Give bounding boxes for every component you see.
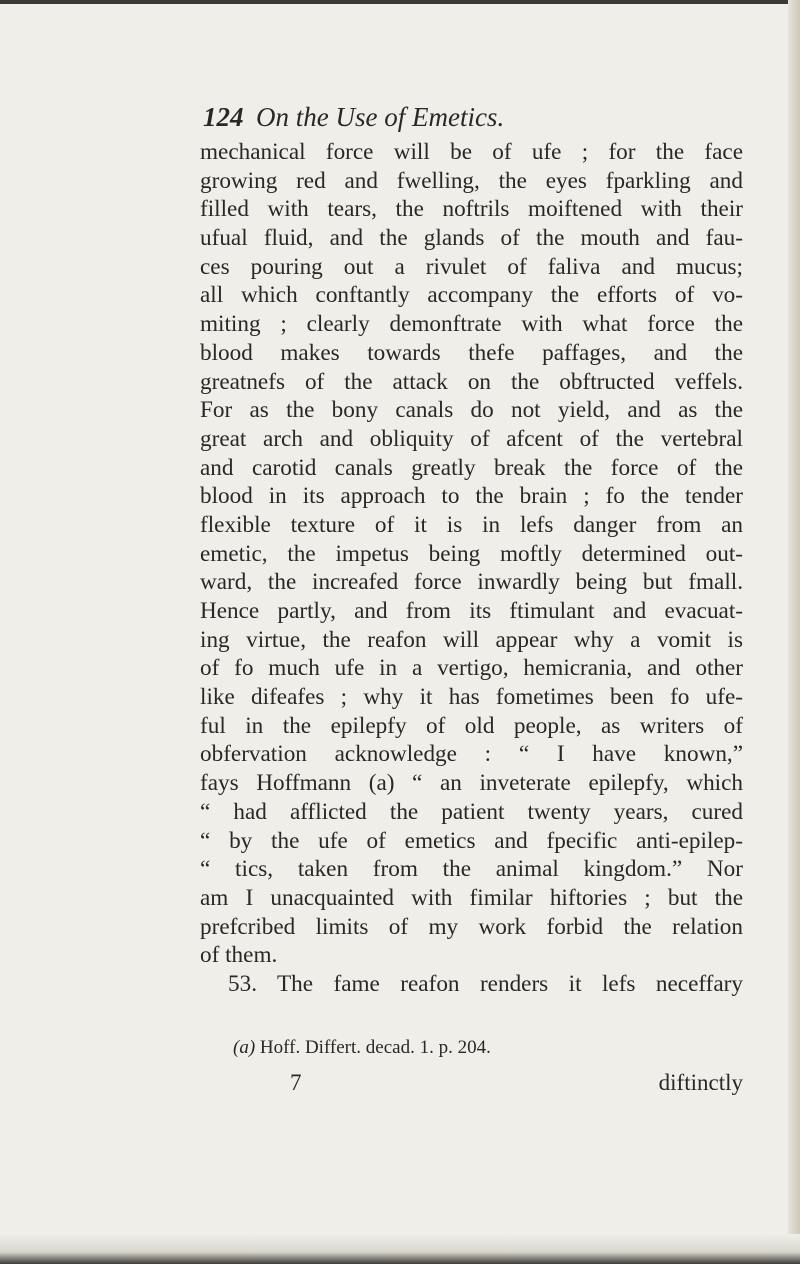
- page-bottom-edge: [0, 1234, 800, 1264]
- text-line: ufual fluid, and the glands of the mouth and fau-: [200, 225, 743, 252]
- text-line: fays Hoffmann (a) “ an inveterate epilepfy, which: [200, 770, 743, 797]
- text-line: am I unacquainted with fimilar hiftories ; but the: [200, 884, 743, 911]
- text-line: and carotid canals greatly break the force of the: [200, 454, 743, 481]
- text-line: ward, the increafed force inwardly being but fmall.: [200, 569, 743, 596]
- text-line: all which conftantly accompany the efforts of vo-: [200, 282, 743, 309]
- text-line: filled with tears, the noftrils moiftened with their: [200, 196, 743, 223]
- text-line: ing virtue, the reafon will appear why a vomit is: [200, 626, 743, 653]
- text-line: flexible texture of it is in lefs danger from an: [200, 511, 743, 538]
- text-line: ces pouring out a rivulet of faliva and mucus;: [200, 253, 743, 280]
- text-line: ful in the epilepfy of old people, as writers of: [200, 712, 743, 739]
- text-line: of fo much ufe in a vertigo, hemicrania, and other: [200, 655, 743, 682]
- text-line: miting ; clearly demonftrate with what force the: [200, 311, 743, 338]
- running-head: On the Use of Emetics.: [256, 102, 505, 132]
- text-line: “ by the ufe of emetics and fpecific anti-epilep-: [200, 827, 743, 854]
- text-line: of them.: [200, 942, 278, 969]
- page-header: [203, 102, 743, 138]
- text-line: “ tics, taken from the animal kingdom.” Nor: [200, 856, 743, 883]
- footnote: [233, 1037, 743, 1059]
- text-line: blood in its approach to the brain ; fo the tender: [200, 483, 743, 510]
- text-line: “ had afflicted the patient twenty years, cured: [200, 798, 743, 825]
- text-line: emetic, the impetus being moftly determined out-: [200, 540, 743, 567]
- text-line: 53. The fame reafon renders it lefs neceffary: [228, 970, 743, 997]
- footnote-text: Hoff. Differt. decad. 1. p. 204.: [259, 1037, 491, 1058]
- text-line: blood makes towards thefe paffages, and the: [200, 339, 743, 366]
- text-line: greatnefs of the attack on the obftructed veffels.: [200, 368, 743, 395]
- footnote-mark: (a): [233, 1037, 256, 1058]
- page-top-edge: [0, 0, 800, 4]
- text-line: great arch and obliquity of afcent of the vertebral: [200, 425, 743, 452]
- text-line: growing red and fwelling, the eyes fparkling and: [200, 167, 743, 194]
- catchword: diftinctly: [658, 1070, 743, 1095]
- body-text: [200, 138, 743, 999]
- text-line: prefcribed limits of my work forbid the relation: [200, 913, 743, 940]
- page-right-edge: [788, 0, 800, 1264]
- page-footer: [200, 1070, 743, 1100]
- signature-mark: 7: [290, 1070, 302, 1095]
- text-line: mechanical force will be of ufe ; for the face: [200, 139, 743, 165]
- text-line: Hence partly, and from its ftimulant and evacuat-: [200, 598, 743, 624]
- page-number: 124: [203, 102, 244, 132]
- text-line: For as the bony canals do not yield, and as the: [200, 397, 743, 424]
- text-line: like difeafes ; why it has fometimes been fo ufe-: [200, 684, 743, 711]
- text-line: obfervation acknowledge : “ I have known,”: [200, 741, 743, 768]
